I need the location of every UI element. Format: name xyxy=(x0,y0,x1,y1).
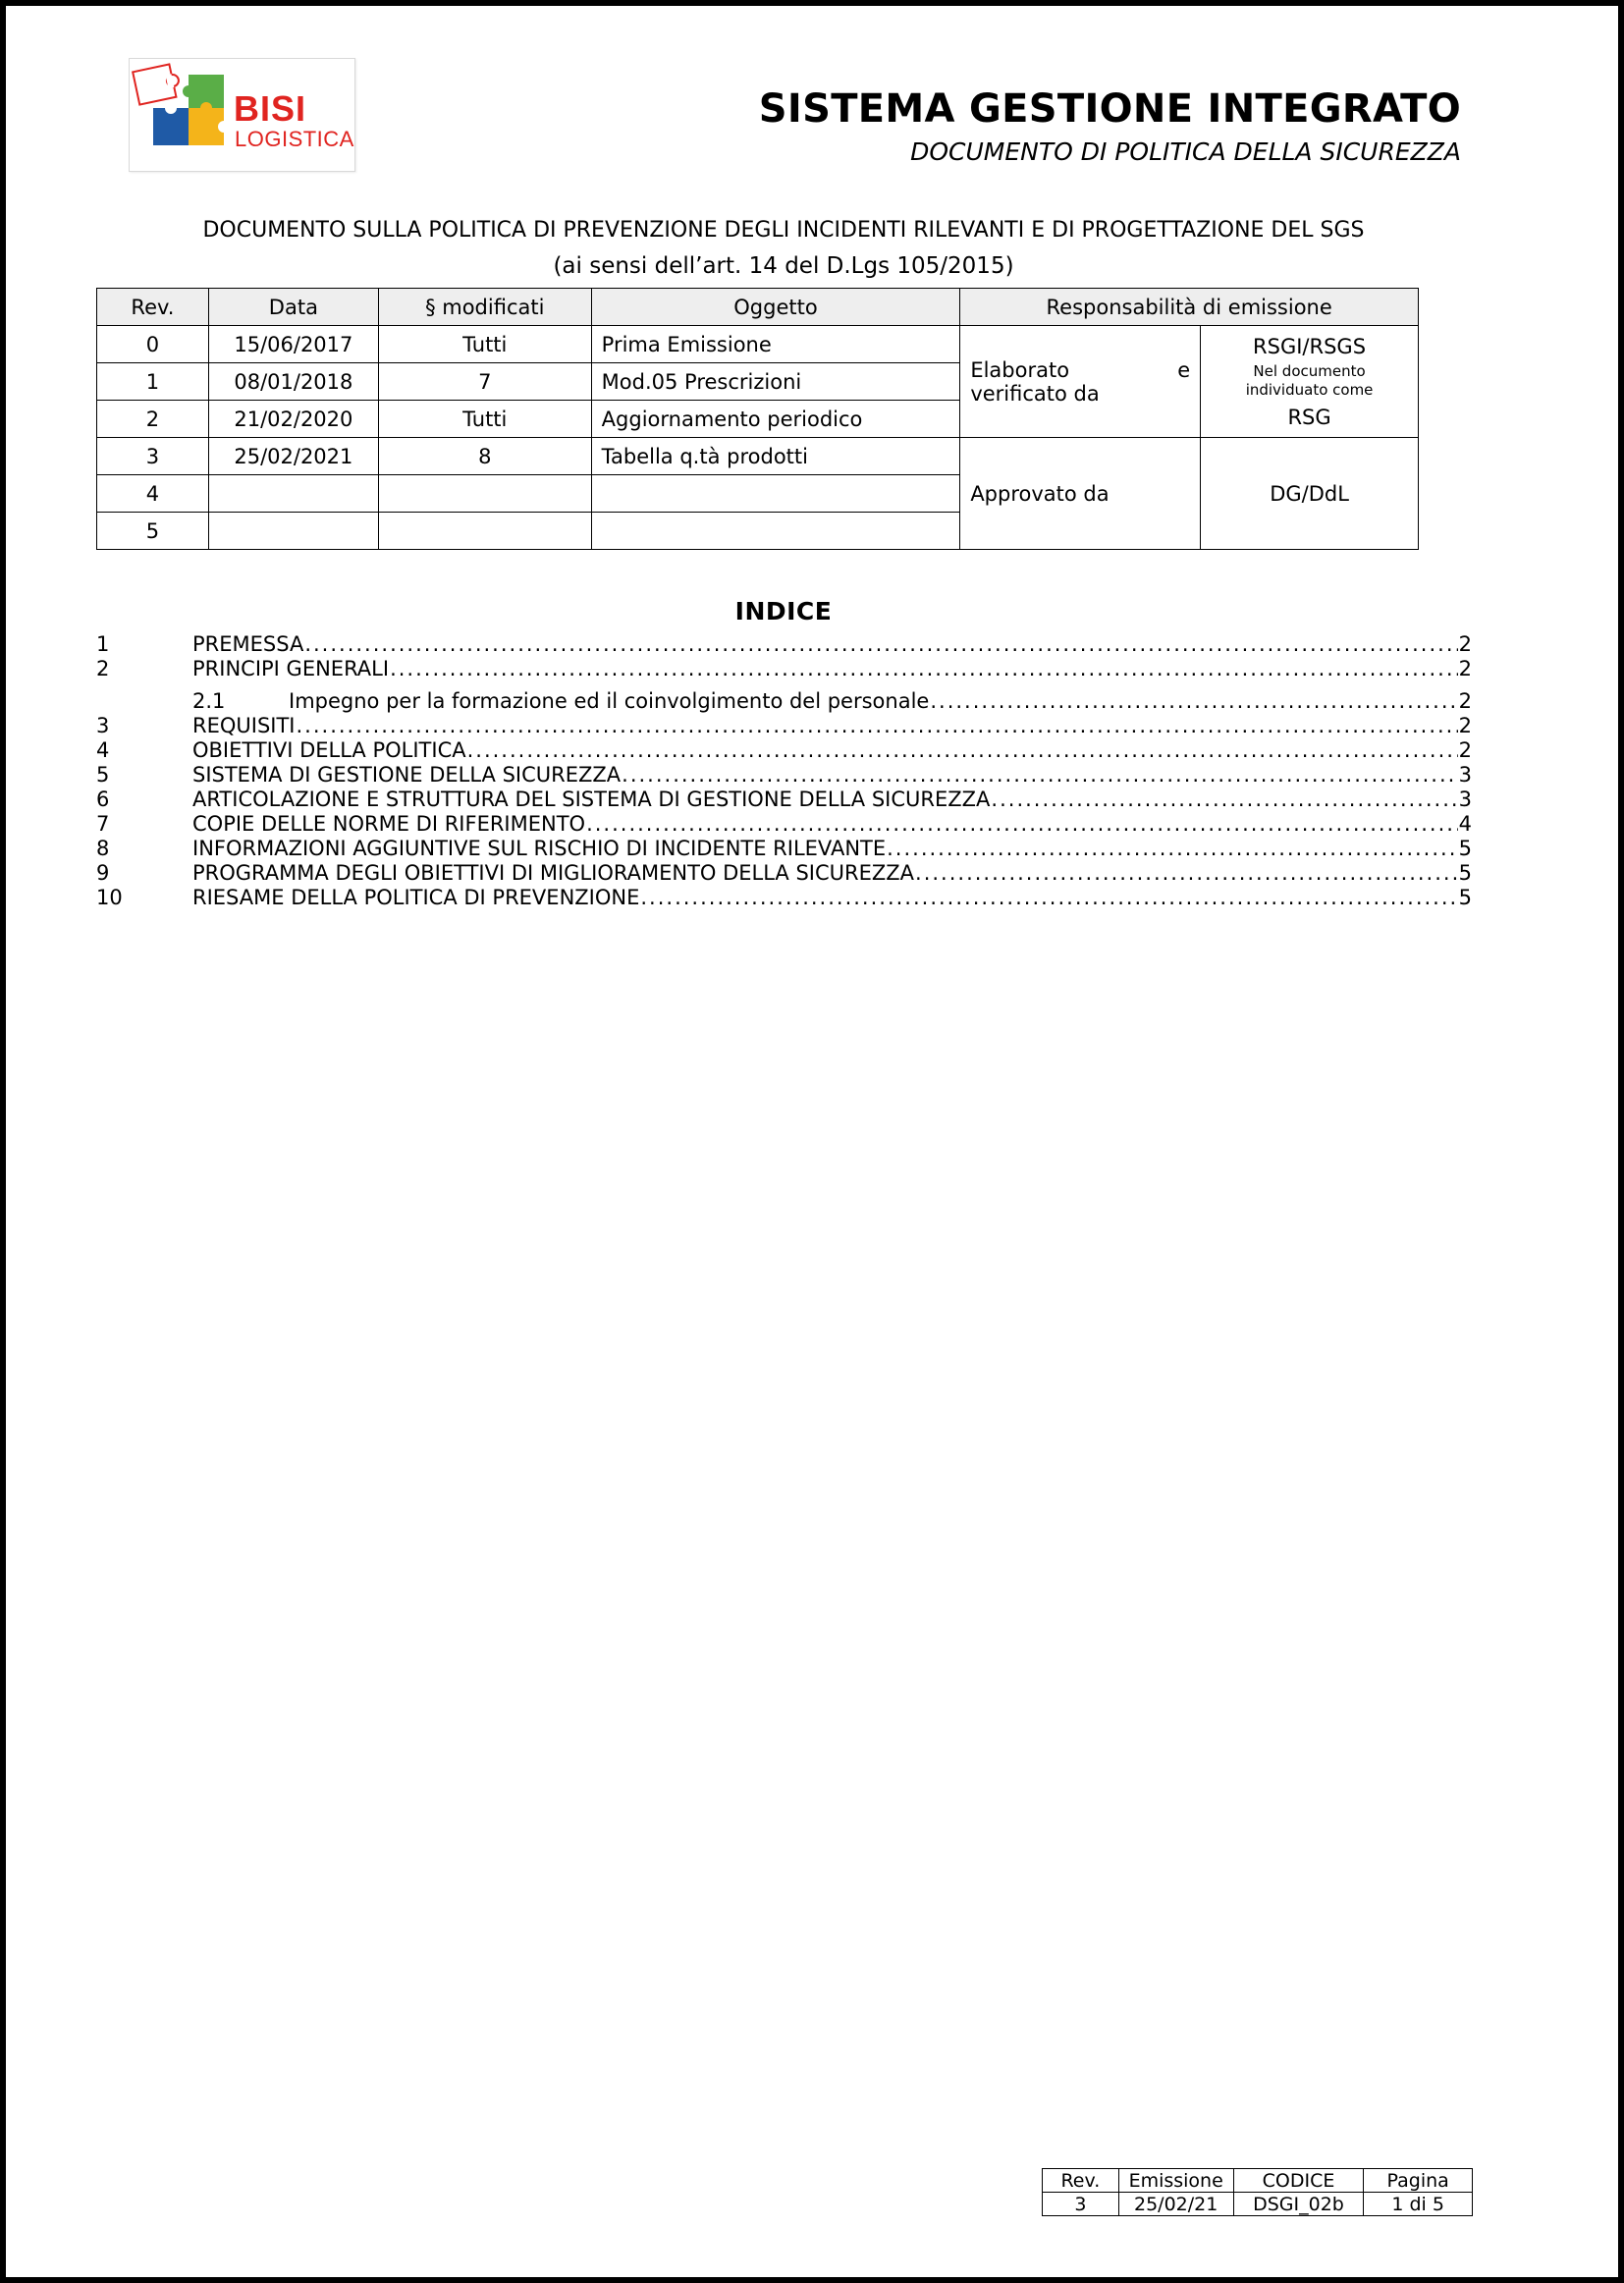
header-data: Data xyxy=(208,289,378,326)
cell-modificati: 7 xyxy=(378,363,591,401)
toc-page: 5 xyxy=(1458,837,1472,860)
toc-leader-dots xyxy=(622,763,1457,788)
main-heading: DOCUMENTO SULLA POLITICA DI PREVENZIONE DEGLI INCIDENTI RILEVANTI E DI PROGETTAZIONE DEL SGS xyxy=(202,218,1365,243)
toc-entry[interactable] xyxy=(96,738,1472,763)
cell-oggetto: Tabella q.tà prodotti xyxy=(591,438,960,475)
toc-page: 4 xyxy=(1458,812,1472,836)
footer-document-info xyxy=(1042,2168,1473,2216)
cell-oggetto xyxy=(591,513,960,550)
cell-rev: 0 xyxy=(97,326,209,363)
toc-number: 8 xyxy=(96,837,110,860)
cell-modificati: Tutti xyxy=(378,401,591,438)
toc-text: PROGRAMMA DEGLI OBIETTIVI DI MIGLIORAMENTO DELLA SICUREZZA xyxy=(192,861,915,885)
cell-data xyxy=(208,475,378,513)
elaborato-person-top: RSGI/RSGS xyxy=(1253,334,1367,358)
footer-rev-value: 3 xyxy=(1043,2193,1119,2216)
index-title: INDICE xyxy=(734,597,833,625)
cell-oggetto: Aggiornamento periodico xyxy=(591,401,960,438)
document-subtitle: DOCUMENTO DI POLITICA DELLA SICUREZZA xyxy=(910,137,1461,166)
toc-page: 3 xyxy=(1458,788,1472,811)
toc-entry[interactable] xyxy=(96,788,1472,812)
table-row xyxy=(97,326,1419,363)
cell-data: 21/02/2020 xyxy=(208,401,378,438)
logo-text-logistica: LOGISTICA xyxy=(235,127,354,151)
cell-oggetto: Mod.05 Prescrizioni xyxy=(591,363,960,401)
header-responsabilita: Responsabilità di emissione xyxy=(960,289,1419,326)
cell-elaborato-person xyxy=(1201,326,1419,438)
toc-page: 3 xyxy=(1458,763,1472,787)
cell-modificati xyxy=(378,513,591,550)
elaborato-person-bottom: RSG xyxy=(1287,405,1331,429)
toc-entry[interactable] xyxy=(96,812,1472,837)
cell-data xyxy=(208,513,378,550)
toc-text: PRINCIPI GENERALI xyxy=(192,657,390,680)
cell-modificati: Tutti xyxy=(378,326,591,363)
toc-number: 10 xyxy=(96,886,123,909)
cell-modificati xyxy=(378,475,591,513)
toc-entry[interactable] xyxy=(96,632,1472,657)
header-modificati: § modificati xyxy=(378,289,591,326)
toc-text: COPIE DELLE NORME DI RIFERIMENTO xyxy=(192,812,586,836)
footer-header-pagina: Pagina xyxy=(1364,2169,1473,2193)
main-heading-reference: (ai sensi dell’art. 14 del D.Lgs 105/2015) xyxy=(553,253,1014,279)
toc-page: 5 xyxy=(1458,861,1472,885)
cell-rev: 5 xyxy=(97,513,209,550)
footer-pagina-value: 1 di 5 xyxy=(1364,2193,1473,2216)
toc-text: OBIETTIVI DELLA POLITICA xyxy=(192,738,466,762)
toc-text: RIESAME DELLA POLITICA DI PREVENZIONE xyxy=(192,886,640,909)
footer-emissione-value: 25/02/21 xyxy=(1118,2193,1233,2216)
toc-number: 3 xyxy=(96,714,110,737)
toc-number: 1 xyxy=(96,632,110,656)
toc-leader-dots xyxy=(390,657,1458,681)
toc-text: SISTEMA DI GESTIONE DELLA SICUREZZA xyxy=(192,763,622,787)
elaborato-word: Elaborato xyxy=(970,357,1070,382)
document-title: SISTEMA GESTIONE INTEGRATO xyxy=(758,86,1461,132)
toc-number: 7 xyxy=(96,812,110,836)
toc-entry[interactable] xyxy=(96,714,1472,738)
cell-rev: 1 xyxy=(97,363,209,401)
toc-page: 2 xyxy=(1458,738,1472,762)
cell-oggetto: Prima Emissione xyxy=(591,326,960,363)
cell-elaborato-role xyxy=(960,326,1201,438)
toc-leader-dots xyxy=(887,837,1458,861)
toc-leader-dots xyxy=(467,738,1458,763)
revision-table-header xyxy=(97,289,1419,326)
toc-number: 4 xyxy=(96,738,110,762)
cell-rev: 3 xyxy=(97,438,209,475)
footer-codice-value: DSGI_02b xyxy=(1233,2193,1364,2216)
cell-data: 08/01/2018 xyxy=(208,363,378,401)
header-oggetto: Oggetto xyxy=(591,289,960,326)
cell-rev: 2 xyxy=(97,401,209,438)
toc-page: 2 xyxy=(1458,632,1472,656)
toc-entry[interactable] xyxy=(96,657,1472,681)
footer-header-rev: Rev. xyxy=(1043,2169,1119,2193)
toc-text: REQUISITI xyxy=(192,714,296,737)
toc-leader-dots xyxy=(304,632,1457,657)
toc-entry[interactable] xyxy=(96,861,1472,886)
toc-number: 9 xyxy=(96,861,110,885)
table-row xyxy=(97,438,1419,475)
footer-header-codice: CODICE xyxy=(1233,2169,1364,2193)
toc-entry[interactable] xyxy=(96,886,1472,910)
cell-data: 15/06/2017 xyxy=(208,326,378,363)
toc-text: ARTICOLAZIONE E STRUTTURA DEL SISTEMA DI GESTIONE DELLA SICUREZZA xyxy=(192,788,991,811)
logo-text-bisi: BISI xyxy=(234,88,307,129)
cell-data: 25/02/2021 xyxy=(208,438,378,475)
toc-leader-dots xyxy=(991,788,1457,812)
toc-leader-dots xyxy=(640,886,1457,910)
toc-leader-dots xyxy=(586,812,1458,837)
toc-text: Impegno per la formazione ed il coinvolgimento del personale xyxy=(289,689,930,713)
elaborato-conjunction: e xyxy=(1177,357,1191,382)
footer-header-emissione: Emissione xyxy=(1118,2169,1233,2193)
toc-number: 2.1 xyxy=(192,689,226,713)
cell-approvato-role: Approvato da xyxy=(960,438,1201,550)
table-of-contents xyxy=(96,632,1472,910)
toc-page: 2 xyxy=(1458,689,1472,713)
toc-entry[interactable] xyxy=(96,763,1472,788)
toc-page: 2 xyxy=(1458,657,1472,680)
revision-table xyxy=(96,288,1419,550)
company-logo xyxy=(129,58,355,172)
cell-oggetto xyxy=(591,475,960,513)
header-rev: Rev. xyxy=(97,289,209,326)
toc-leader-dots xyxy=(915,861,1458,886)
cell-rev: 4 xyxy=(97,475,209,513)
cell-approvato-person: DG/DdL xyxy=(1201,438,1419,550)
toc-entry[interactable] xyxy=(96,837,1472,861)
cell-modificati: 8 xyxy=(378,438,591,475)
toc-number: 6 xyxy=(96,788,110,811)
toc-number: 2 xyxy=(96,657,110,680)
toc-text: INFORMAZIONI AGGIUNTIVE SUL RISCHIO DI INCIDENTE RILEVANTE xyxy=(192,837,887,860)
toc-page: 5 xyxy=(1458,886,1472,909)
toc-page: 2 xyxy=(1458,714,1472,737)
elaborato-role-line2: verificato da xyxy=(970,381,1100,406)
toc-number: 5 xyxy=(96,763,110,787)
toc-text: PREMESSA xyxy=(192,632,304,656)
elaborato-person-note: Nel documento individuato come xyxy=(1245,361,1374,399)
toc-subentry[interactable] xyxy=(96,681,1472,714)
toc-leader-dots xyxy=(297,714,1458,738)
